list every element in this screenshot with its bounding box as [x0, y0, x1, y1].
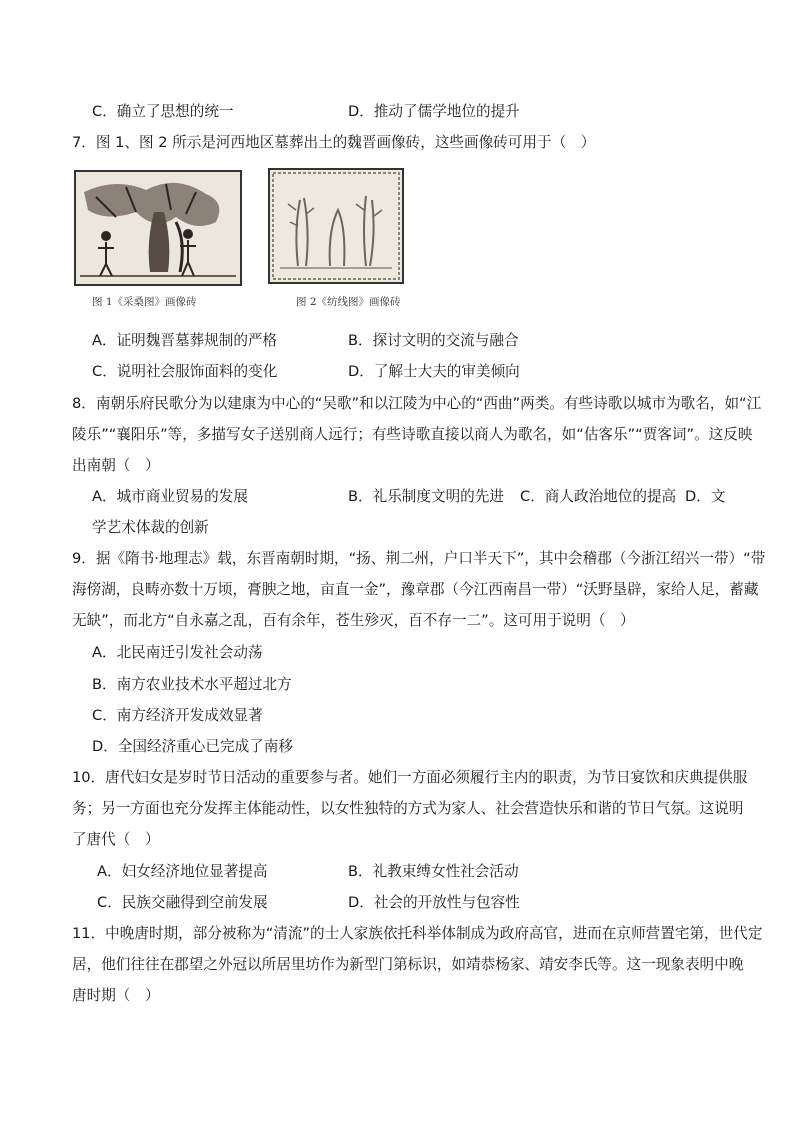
- q11-stem-line-3: 唐时期（ ）: [72, 987, 160, 1004]
- q9-stem-line-1: 9．据《隋书·地理志》载，东晋南朝时期，“扬、荆二州，户口半天下”，其中会稽郡（今浙江绍兴一带）“带: [72, 550, 766, 567]
- q8-stem-line-2: 陵乐”“襄阳乐”等，多描写女子送别商人远行；有些诗歌直接以商人为歌名，如“估客乐”“贾客词”。这反映: [72, 426, 753, 443]
- spinning-thread-brick-image: [270, 170, 402, 282]
- q8-option-d: D．文: [685, 488, 726, 505]
- q7-option-c: C．说明社会服饰面料的变化: [92, 363, 278, 380]
- q10-stem-line-2: 务；另一方面也充分发挥主体能动性，以女性独特的方式为家人、社会营造快乐和谐的节日气氛。这说明: [72, 800, 744, 817]
- q8-stem-line-3: 出南朝（ ）: [72, 457, 160, 474]
- mulberry-picking-brick-image: [76, 172, 240, 284]
- q7-option-d: D．了解士大夫的审美倾向: [348, 363, 520, 380]
- q9-option-a: A．北民南迁引发社会动荡: [92, 644, 263, 661]
- q9-option-d: D．全国经济重心已完成了南移: [92, 738, 293, 755]
- q8-option-c: C．商人政治地位的提高: [520, 488, 677, 505]
- q6-option-c: C．确立了思想的统一: [92, 103, 234, 120]
- q8-stem-line-1: 8．南朝乐府民歌分为以建康为中心的“吴歌”和以江陵为中心的“西曲”两类。有些诗歌以城市为歌名，如“江: [72, 395, 762, 412]
- figure-2-image: [268, 168, 404, 284]
- q10-option-a: A．妇女经济地位显著提高: [97, 863, 268, 880]
- q10-option-b: B．礼教束缚女性社会活动: [348, 863, 519, 880]
- q9-stem-line-2: 海傍湖，良畴亦数十万顷，膏腴之地，亩直一金”，豫章郡（今江西南昌一带）“沃野垦辟，家给人足，蓄藏: [72, 581, 759, 598]
- figure-1-caption: 图 1《采桑图》画像砖: [92, 296, 197, 308]
- q9-stem-line-3: 无缺”，而北方“自永嘉之乱，百有余年，苍生殄灭，百不存一二”。这可用于说明（ ）: [72, 612, 635, 629]
- q10-stem-line-3: 了唐代（ ）: [72, 831, 160, 848]
- q9-option-b: B．南方农业技术水平超过北方: [92, 676, 292, 693]
- q10-stem-line-1: 10．唐代妇女是岁时节日活动的重要参与者。她们一方面必须履行主内的职责，为节日宴饮和庆典提供服: [72, 769, 748, 786]
- q10-option-c: C．民族交融得到空前发展: [97, 894, 268, 911]
- q8-option-a: A．城市商业贸易的发展: [92, 488, 248, 505]
- q9-option-c: C．南方经济开发成效显著: [92, 707, 263, 724]
- q7-option-b: B．探讨文明的交流与融合: [348, 332, 519, 349]
- figure-2-caption: 图 2《纺线图》画像砖: [296, 296, 401, 308]
- q6-option-d: D．推动了儒学地位的提升: [348, 103, 520, 120]
- q8-option-d-continued: 学艺术体裁的创新: [92, 519, 209, 536]
- q11-stem-line-2: 居，他们往往在郡望之外冠以所居里坊作为新型门第标识，如靖恭杨家、靖安李氏等。这一现象表明中晚: [72, 956, 744, 973]
- q7-option-a: A．证明魏晋墓葬规制的严格: [92, 332, 278, 349]
- q10-option-d: D．社会的开放性与包容性: [348, 894, 520, 911]
- q8-option-b: B．礼乐制度文明的先进: [348, 488, 504, 505]
- q7-stem: 7．图 1、图 2 所示是河西地区墓葬出土的魏晋画像砖，这些画像砖可用于（ ）: [72, 134, 596, 151]
- q11-stem-line-1: 11．中晚唐时期，部分被称为“清流”的士人家族依托科举体制成为政府高官，进而在京师营置宅第，世代定: [72, 925, 763, 942]
- figure-1-image: [74, 170, 242, 286]
